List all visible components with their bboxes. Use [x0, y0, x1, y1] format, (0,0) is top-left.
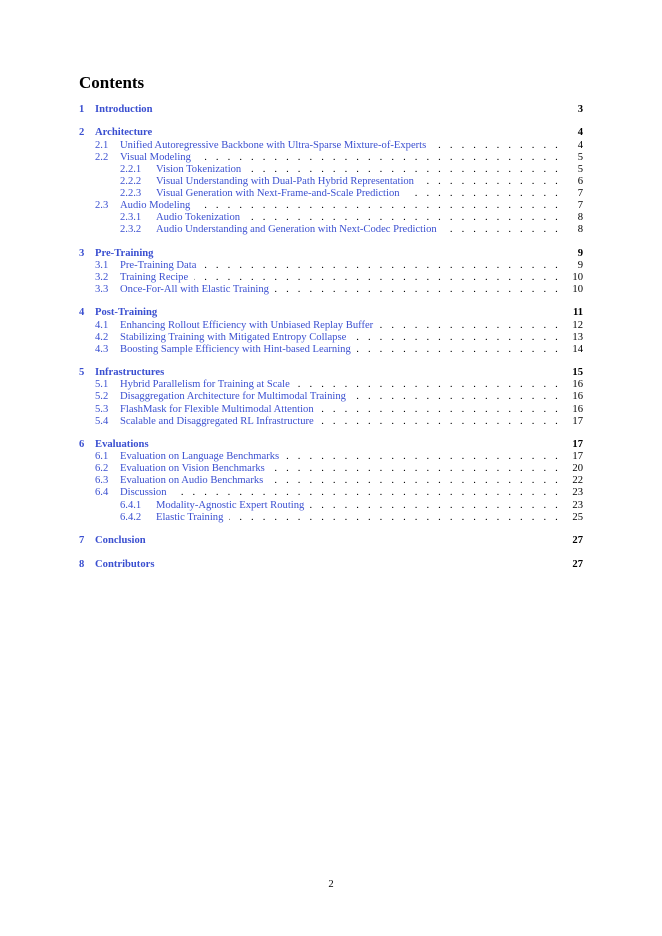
toc-title[interactable]: Evaluations	[95, 439, 149, 451]
toc-entry-6[interactable]	[79, 439, 583, 451]
toc-number[interactable]: 6.4.2	[120, 511, 142, 523]
toc-number[interactable]: 6.1	[95, 451, 109, 463]
toc-entry-2[interactable]	[79, 127, 583, 139]
dot-leader	[202, 260, 561, 272]
toc-title[interactable]: Unified Autoregressive Backbone with Ultra-Sparse Mixture-of-Experts	[120, 139, 427, 151]
toc-entry-7[interactable]	[79, 535, 583, 547]
toc-number[interactable]: 2.2.1	[120, 163, 142, 175]
toc-page: 6	[577, 175, 583, 187]
toc-entry-2-3-1[interactable]	[79, 212, 583, 224]
toc-entry-4[interactable]	[79, 307, 583, 319]
toc-number[interactable]: 3.1	[95, 259, 109, 271]
toc-number[interactable]: 5.4	[95, 415, 109, 427]
toc-number[interactable]: 5.1	[95, 379, 109, 391]
toc-page: 4	[577, 127, 583, 139]
toc-number[interactable]: 3.3	[95, 284, 109, 295]
toc-title[interactable]: Contributors	[95, 558, 155, 570]
dot-leader	[275, 284, 561, 296]
dot-leader	[296, 379, 561, 391]
toc-page: 7	[577, 200, 583, 212]
toc-number[interactable]: 3	[79, 247, 85, 259]
toc-entry-5-3[interactable]	[79, 404, 583, 416]
toc-page: 20	[572, 463, 583, 475]
toc-page: 23	[572, 499, 583, 511]
toc-number[interactable]: 4.2	[95, 331, 109, 343]
dot-leader	[320, 404, 561, 416]
toc-title[interactable]: Evaluation on Language Benchmarks	[120, 451, 280, 463]
toc-number[interactable]: 5.2	[95, 391, 109, 403]
toc-page: 27	[572, 535, 583, 547]
toc-number[interactable]: 5.3	[95, 403, 109, 415]
toc-page: 16	[572, 391, 583, 403]
dot-leader	[379, 320, 561, 332]
toc-page: 9	[577, 259, 583, 271]
toc-entry-4-1[interactable]	[79, 320, 583, 332]
page-number: 2	[328, 879, 334, 890]
toc-entry-6-1[interactable]	[79, 451, 583, 463]
toc-entry-6-4[interactable]	[79, 487, 583, 499]
toc-page: 9	[577, 247, 583, 259]
toc-entry-5[interactable]	[79, 367, 583, 379]
toc-page: 4	[577, 139, 583, 151]
toc-entry-3-2[interactable]	[79, 272, 583, 284]
toc-entry-3-1[interactable]	[79, 260, 583, 272]
toc-number[interactable]: 4.3	[95, 343, 109, 355]
toc-entry-2-2-1[interactable]	[79, 164, 583, 176]
toc-number[interactable]: 6	[79, 439, 85, 451]
toc-entry-2-2-3[interactable]	[79, 188, 583, 200]
toc-page: 16	[572, 403, 583, 415]
toc-page: 23	[572, 487, 583, 499]
toc-page: 11	[572, 307, 583, 319]
toc-entry-6-4-2[interactable]	[79, 512, 583, 524]
toc-entry-5-1[interactable]	[79, 379, 583, 391]
dot-leader	[443, 224, 561, 236]
dot-leader	[432, 140, 561, 152]
toc-title[interactable]: Training Recipe	[120, 271, 189, 283]
dot-leader	[352, 332, 561, 344]
toc-title[interactable]: Visual Modeling	[120, 151, 191, 163]
toc-number[interactable]: 2	[79, 127, 85, 139]
toc-title[interactable]: Visual Generation with Next-Frame-and-Scale Prediction	[156, 187, 400, 199]
toc-title[interactable]: Conclusion	[95, 535, 146, 547]
toc-entry-5-2[interactable]	[79, 391, 583, 403]
toc-number[interactable]: 6.4	[95, 487, 109, 499]
dot-leader	[352, 391, 561, 403]
toc-page: 12	[572, 319, 583, 331]
toc-entry-2-2-2[interactable]	[79, 176, 583, 188]
table-of-contents	[79, 104, 583, 571]
toc-page: 13	[572, 331, 583, 343]
toc-page: 10	[572, 284, 583, 295]
toc-title[interactable]: Architecture	[95, 127, 153, 139]
toc-title[interactable]: Audio Tokenization	[156, 212, 241, 224]
toc-title[interactable]: Infrastructures	[95, 367, 165, 379]
toc-number[interactable]: 2.2.2	[120, 175, 142, 187]
toc-title[interactable]: Introduction	[95, 104, 153, 115]
toc-number[interactable]: 2.2	[95, 151, 109, 163]
dot-leader	[196, 200, 561, 212]
toc-number[interactable]: 6.3	[95, 475, 109, 487]
toc-number[interactable]: 5	[79, 367, 85, 379]
toc-page: 8	[577, 212, 583, 224]
toc-title[interactable]: Disaggregation Architecture for Multimodal Training	[120, 391, 346, 403]
toc-number[interactable]: 2.3.1	[120, 212, 142, 224]
toc-page: 25	[572, 511, 583, 523]
toc-number[interactable]: 6.4.1	[120, 499, 142, 511]
toc-title[interactable]: Visual Understanding with Dual-Path Hybrid Representation	[156, 175, 414, 187]
toc-entry-2-2[interactable]	[79, 152, 583, 164]
toc-title[interactable]: Evaluation on Audio Benchmarks	[120, 475, 264, 487]
toc-title[interactable]: FlashMask for Flexible Multimodal Attention	[120, 403, 314, 415]
dot-leader	[420, 176, 561, 188]
toc-page: 15	[572, 367, 583, 379]
toc-entry-6-3[interactable]	[79, 475, 583, 487]
dot-leader	[197, 152, 561, 164]
toc-number[interactable]: 7	[79, 535, 85, 547]
toc-entry-4-3[interactable]	[79, 344, 583, 356]
toc-title[interactable]: Audio Understanding and Generation with Next-Codec Prediction	[156, 224, 437, 236]
toc-title[interactable]: Pre-Training	[95, 247, 154, 259]
dot-leader	[271, 463, 561, 475]
toc-page: 22	[572, 475, 583, 487]
toc-entry-1[interactable]	[79, 104, 583, 116]
toc-title[interactable]: Audio Modeling	[120, 200, 191, 212]
toc-entry-5-4[interactable]	[79, 416, 583, 428]
toc-page: 16	[572, 379, 583, 391]
toc-title[interactable]: Enhancing Rollout Efficiency with Unbiased Replay Buffer	[120, 319, 374, 331]
toc-page: 17	[572, 451, 583, 463]
dot-leader	[406, 188, 561, 200]
toc-page: 8	[577, 224, 583, 236]
toc-number[interactable]: 2.3.2	[120, 224, 142, 236]
toc-entry-2-1[interactable]	[79, 140, 583, 152]
dot-leader	[269, 475, 561, 487]
toc-entry-2-3-2[interactable]	[79, 224, 583, 236]
toc-number[interactable]: 4	[79, 307, 85, 319]
toc-title[interactable]: Modality-Agnostic Expert Routing	[156, 499, 305, 511]
toc-entry-4-2[interactable]	[79, 332, 583, 344]
dot-leader	[247, 164, 561, 176]
toc-number[interactable]: 4.1	[95, 319, 109, 331]
dot-leader	[320, 416, 561, 428]
dot-leader	[357, 344, 561, 356]
toc-number[interactable]: 6.2	[95, 463, 109, 475]
toc-page: 17	[572, 439, 583, 451]
toc-page: 5	[577, 163, 583, 175]
toc-title[interactable]: Scalable and Disaggregated RL Infrastructure	[120, 415, 314, 427]
toc-page: 7	[577, 187, 583, 199]
toc-page: 14	[572, 343, 583, 355]
toc-page: 27	[572, 558, 583, 570]
toc-number[interactable]: 2.3	[95, 200, 109, 212]
toc-page: 5	[577, 151, 583, 163]
toc-title[interactable]: Boosting Sample Efficiency with Hint-based Learning	[120, 343, 351, 355]
dot-leader	[194, 272, 561, 284]
toc-title[interactable]: Evaluation on Vision Benchmarks	[120, 463, 265, 475]
toc-number[interactable]: 1	[79, 104, 85, 115]
toc-title[interactable]: Elastic Training	[156, 511, 224, 523]
toc-title[interactable]: Discussion	[120, 487, 167, 499]
toc-page: 17	[572, 415, 583, 427]
dot-leader	[285, 451, 561, 463]
toc-title[interactable]: Pre-Training Data	[120, 259, 197, 271]
toc-number[interactable]: 2.1	[95, 139, 109, 151]
dot-leader	[246, 212, 561, 224]
toc-title[interactable]: Stabilizing Training with Mitigated Entropy Collapse	[120, 331, 347, 343]
toc-entry-6-4-1[interactable]	[79, 500, 583, 512]
toc-title[interactable]: Once-For-All with Elastic Training	[120, 284, 269, 295]
toc-heading: Contents	[79, 73, 145, 92]
dot-leader	[173, 487, 562, 499]
toc-entry-3[interactable]	[79, 248, 583, 260]
toc-entry-3-3[interactable]	[79, 284, 583, 296]
toc-title[interactable]: Vision Tokenization	[156, 163, 242, 175]
dot-leader	[310, 500, 561, 512]
toc-title[interactable]: Hybrid Parallelism for Training at Scale	[120, 379, 290, 391]
dot-leader	[229, 512, 561, 524]
toc-number[interactable]: 3.2	[95, 271, 109, 283]
toc-page: 10	[572, 271, 583, 283]
toc-entry-8[interactable]	[79, 559, 583, 571]
toc-number[interactable]: 8	[79, 558, 85, 570]
toc-page: 3	[577, 104, 583, 115]
toc-entry-6-2[interactable]	[79, 463, 583, 475]
toc-title[interactable]: Post-Training	[95, 307, 158, 319]
toc-entry-2-3[interactable]	[79, 200, 583, 212]
toc-number[interactable]: 2.2.3	[120, 187, 142, 199]
